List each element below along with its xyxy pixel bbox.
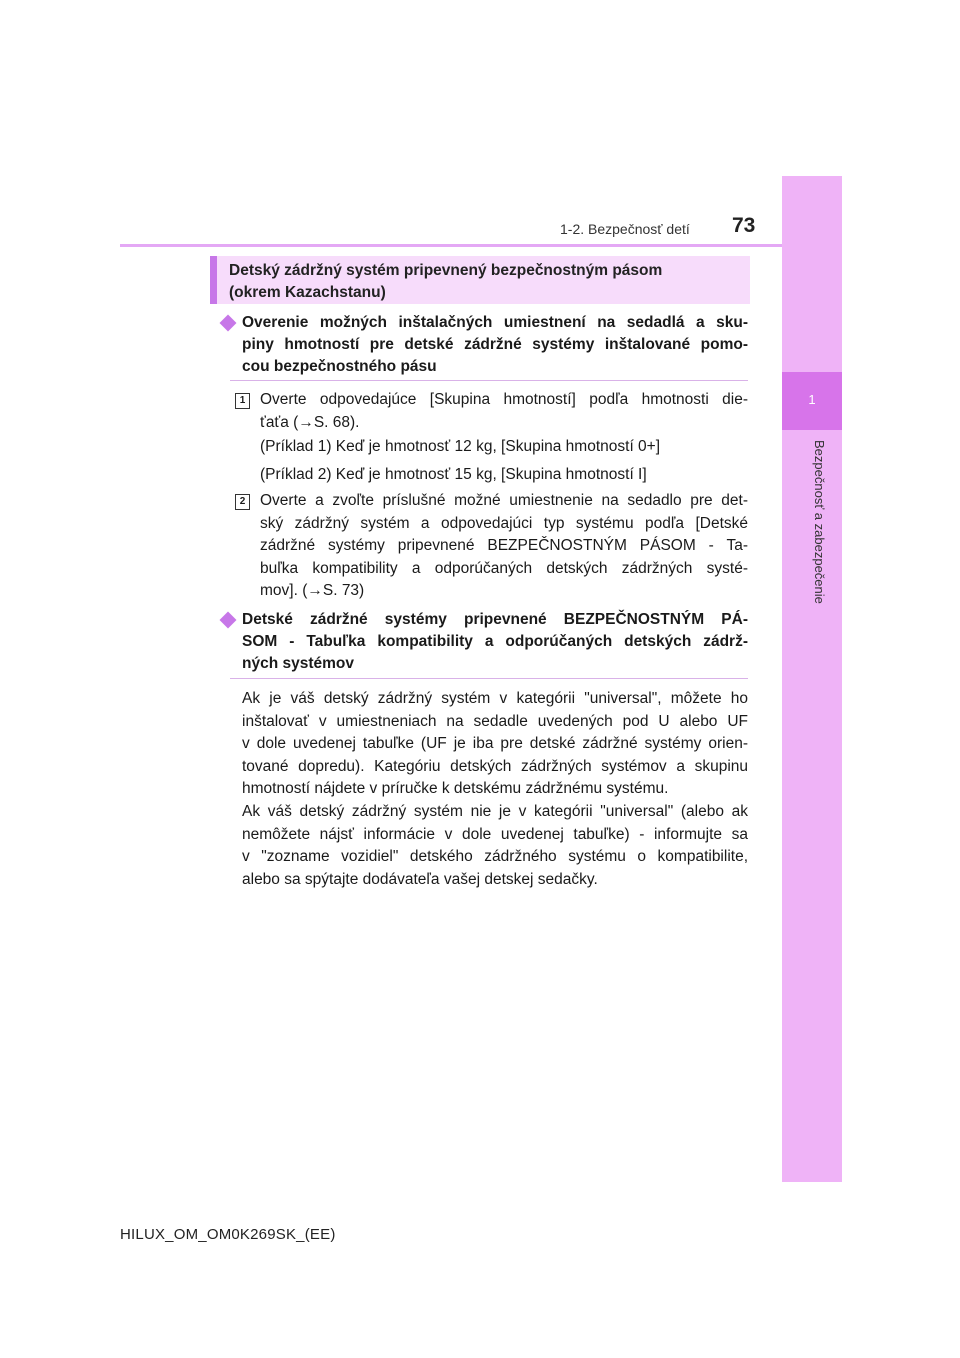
subheading-line: Detské zádržné systémy pripevnené BEZPEČNOSTNÝM PÁ- [242,611,748,628]
compatibility-body-text [242,688,748,891]
section-title-line: Detský zádržný systém pripevnený bezpečnostným pásom [229,262,663,279]
header-rule [120,244,782,247]
example-2 [260,464,748,487]
step-number-box: 2 [235,494,250,510]
section-title-box [210,256,750,304]
diamond-bullet-icon [220,612,237,629]
chapter-number: 1 [808,392,816,407]
step-line: buľka kompatibility a odporúčaných detských zádržných systé- [260,559,748,577]
subheading-line: cou bezpečnostného pásu [242,358,437,375]
subheading-line: ných systémov [242,655,354,672]
body-line: inštalovať v umiestneniach na sedadle uvedených pod U alebo UF [242,712,748,730]
body-line: tované dopredu). Kategóriu detských zádržných systémov a skupinu [242,757,748,775]
step-number-box: 1 [235,393,250,409]
body-line: Ak váš detský zádržný systém nie je v kategórii "universal" (alebo ak [242,802,748,820]
step-line: mov]. (→S. 73) [260,582,365,599]
body-line: Ak je váš detský zádržný systém v kategórii "universal", môžete ho [242,690,748,707]
subheading-line: SOM - Tabuľka kompatibility a odporúčaných detských zádrž- [242,633,748,650]
step-2-text [260,490,748,603]
subheading-compatibility-table [242,609,748,675]
example-line: (Príklad 2) Keď je hmotnosť 15 kg, [Skupina hmotností I] [260,466,647,483]
subheading-installation-check [242,312,748,378]
example-1 [260,436,748,459]
step-line: Overte odpovedajúce [Skupina hmotností] podľa hmotnosti die- [260,391,748,408]
subheading-line: Overenie možných inštalačných umiestnení na sedadlá a sku- [242,314,748,331]
chapter-title: Bezpečnosť a zabezpečenie [812,440,827,604]
step-line: ský zádržný systém a odpovedajúci typ systému podľa [Detské [260,514,748,532]
step-line: Overte a zvoľte príslušné možné umiestnenie na sedadlo pre det- [260,492,748,509]
subheading-underline [230,380,748,381]
example-line: (Príklad 1) Keď je hmotnosť 12 kg, [Skupina hmotností 0+] [260,438,661,455]
section-label: 1-2. Bezpečnosť detí [560,221,690,237]
page-number: 73 [732,214,756,237]
body-line: alebo sa spýtajte dodávateľa vašej detskej sedačky. [242,870,598,888]
section-title-line: (okrem Kazachstanu) [229,284,386,301]
step-1-text [260,389,748,434]
subheading-line: piny hmotností pre detské zádržné systémy inštalované pomo- [242,336,748,353]
side-tab-upper [782,176,842,372]
document-code: HILUX_OM_OM0K269SK_(EE) [120,1226,336,1243]
body-line: v dole uvedenej tabuľke (UF je iba pre detské zádržné systémy orien- [242,735,748,753]
body-line: nemôžete nájsť informácie v dole uvedenej tabuľke) - informujte sa [242,825,748,843]
step-line: ťaťa (→S. 68). [260,413,360,431]
body-line: hmotností nájdete v príručke k detskému zádržnému systému. [242,780,669,798]
step-line: zádržné systémy pripevnené BEZPEČNOSTNÝM PÁSOM - Ta- [260,537,748,554]
subheading-underline [230,678,748,679]
body-line: v "zozname vozidiel" detského zádržného systému o kompatibilite, [242,848,748,866]
diamond-bullet-icon [220,315,237,332]
